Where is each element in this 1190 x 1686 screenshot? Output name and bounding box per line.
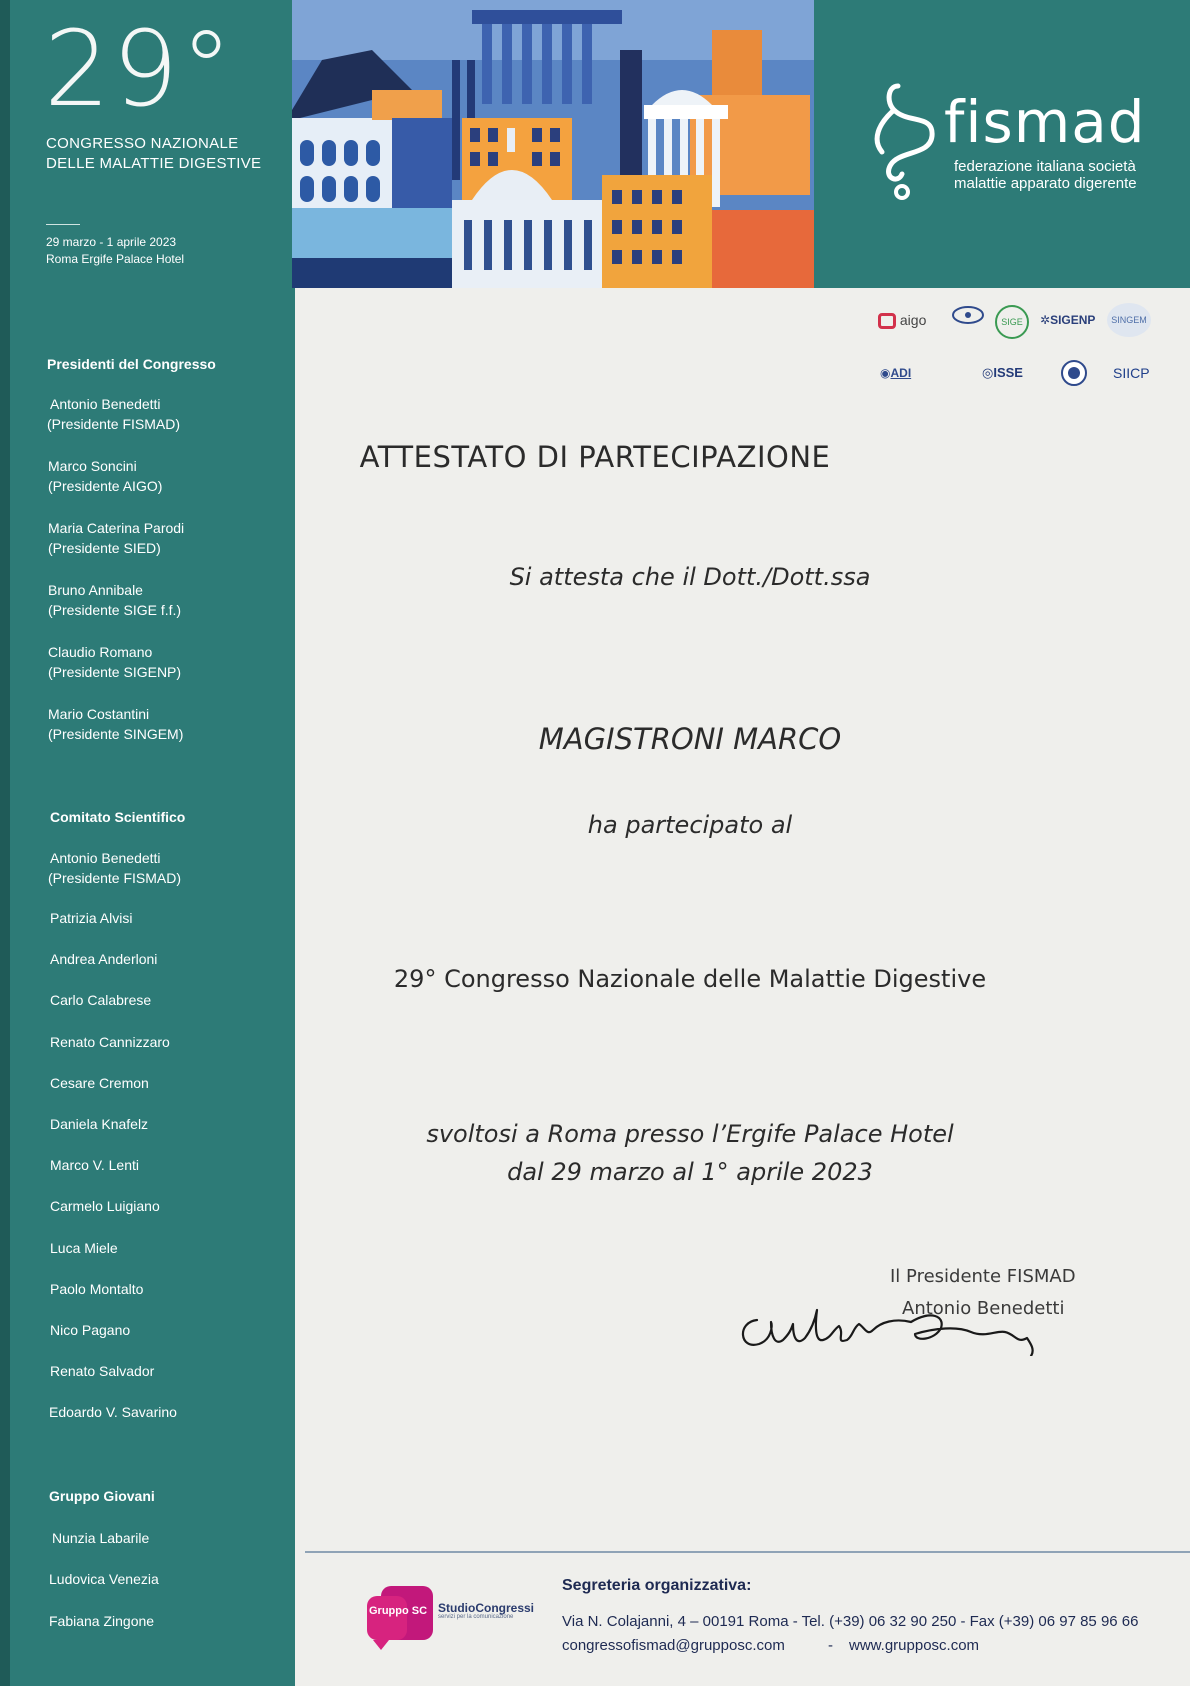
society-seal-icon [1060,359,1088,391]
president-name: Maria Caterina Parodi [48,520,185,536]
secretariat-heading: Segreteria organizzativa: [562,1577,752,1594]
isse-mark-icon: ◎ [982,365,994,380]
committee-member: Antonio Benedetti [50,850,161,866]
secretariat-address: Via N. Colajanni, 4 – 00191 Roma - Tel. (+39) 06 32 90 250 - Fax (+39) 06 97 85 96 66 [562,1613,1139,1630]
signer-role: Il Presidente FISMAD [890,1266,1076,1287]
president-role: (Presidente SINGEM) [48,726,184,742]
gruppo-sc-logo: Gruppo SC [367,1586,433,1650]
committee-member: Renato Cannizzaro [50,1034,170,1050]
committee-member: Patrizia Alvisi [50,910,133,926]
sidebar-edge [0,0,10,1686]
congress-dates: 29 marzo - 1 aprile 2023 [46,235,177,249]
committee-member: Edoardo V. Savarino [49,1404,177,1420]
star-icon: ✲ [1040,313,1051,327]
congress-title-line2: DELLE MALATTIE DIGESTIVE [46,155,262,172]
committee-member: Paolo Montalto [50,1281,144,1297]
young-member: Fabiana Zingone [49,1613,155,1629]
committee-member: Carlo Calabrese [50,992,152,1008]
fismad-subtitle-line2: malattie apparato digerente [954,175,1137,192]
studio-congressi-name: StudioCongressi [438,1601,535,1615]
president-name: Claudio Romano [48,644,153,660]
gruppo-sc-logo-tail [373,1640,389,1650]
committee-member: Renato Salvador [50,1363,155,1379]
event-venue-line: svoltosi a Roma presso l’Ergife Palace Hotel [426,1120,954,1148]
committee-member: Marco V. Lenti [50,1157,139,1173]
sigenp-logo: ✲SIGENP [1040,313,1096,327]
young-member: Nunzia Labarile [52,1530,150,1546]
president-role: (Presidente SIED) [48,540,161,556]
recipient-name: MAGISTRONI MARCO [538,722,842,756]
aigo-logo: aigo [878,311,926,329]
footer-separator: - [828,1637,833,1654]
congress-venue: Roma Ergife Palace Hotel [46,252,185,266]
committee-member: Cesare Cremon [50,1075,149,1091]
president-role: (Presidente AIGO) [48,478,163,494]
secretariat-email: congressofismad@grupposc.com [562,1637,785,1654]
rome-illustration [292,0,814,288]
studio-congressi-tagline: servizi per la comunicazione [438,1614,514,1620]
fismad-subtitle-line1: federazione italiana società [954,158,1136,175]
committee-member: Andrea Anderloni [50,951,158,967]
secretariat-website: www.grupposc.com [849,1637,980,1654]
adi-logo: ◉ADI [880,366,912,380]
singem-logo: SINGEM [1107,303,1151,337]
edition-number: 29° [44,8,235,130]
sige-logo: SIGE [995,305,1029,339]
president-role: (Presidente SIGE f.f.) [48,602,182,618]
isse-logo: ◎ISSE [982,365,1023,380]
title-divider [46,224,80,225]
committee-member-role: (Presidente FISMAD) [48,870,182,886]
signature-icon [735,1300,1070,1356]
participation-line: ha partecipato al [587,811,793,839]
congress-title-line1: CONGRESSO NAZIONALE [46,135,239,152]
president-name: Marco Soncini [48,458,137,474]
president-name: Mario Costantini [48,706,150,722]
signer-name: Antonio Benedetti [902,1298,1065,1319]
event-name: 29° Congresso Nazionale delle Malattie Digestive [393,965,987,993]
committee-member: Carmelo Luigiano [50,1198,160,1214]
president-role: (Presidente FISMAD) [47,416,181,432]
event-dates-line: dal 29 marzo al 1° aprile 2023 [507,1158,873,1186]
sied-logo-icon [951,305,985,333]
stomach-logo-icon [868,80,940,205]
committee-member: Nico Pagano [50,1322,131,1338]
young-member: Ludovica Venezia [49,1571,159,1587]
scientific-heading: Comitato Scientifico [50,809,186,825]
president-role: (Presidente SIGENP) [48,664,182,680]
president-name: Bruno Annibale [48,582,143,598]
attestation-line: Si attesta che il Dott./Dott.ssa [509,563,871,591]
committee-member: Luca Miele [50,1240,118,1256]
fismad-wordmark: fismad [944,88,1146,156]
certificate-heading: ATTESTATO DI PARTECIPAZIONE [359,440,831,474]
committee-member: Daniela Knafelz [50,1116,149,1132]
fismad-brand [814,0,1190,288]
gruppo-sc-logo-back [367,1596,407,1640]
globe-icon: ◉ [880,366,891,380]
young-group-heading: Gruppo Giovani [49,1488,155,1504]
aigo-mark-icon [878,313,896,329]
footer-divider [305,1551,1190,1553]
congress-sidebar [0,0,295,1686]
presidents-heading: Presidenti del Congresso [47,356,216,372]
president-name: Antonio Benedetti [50,396,161,412]
sicp-logo: SIICP [1113,365,1150,381]
